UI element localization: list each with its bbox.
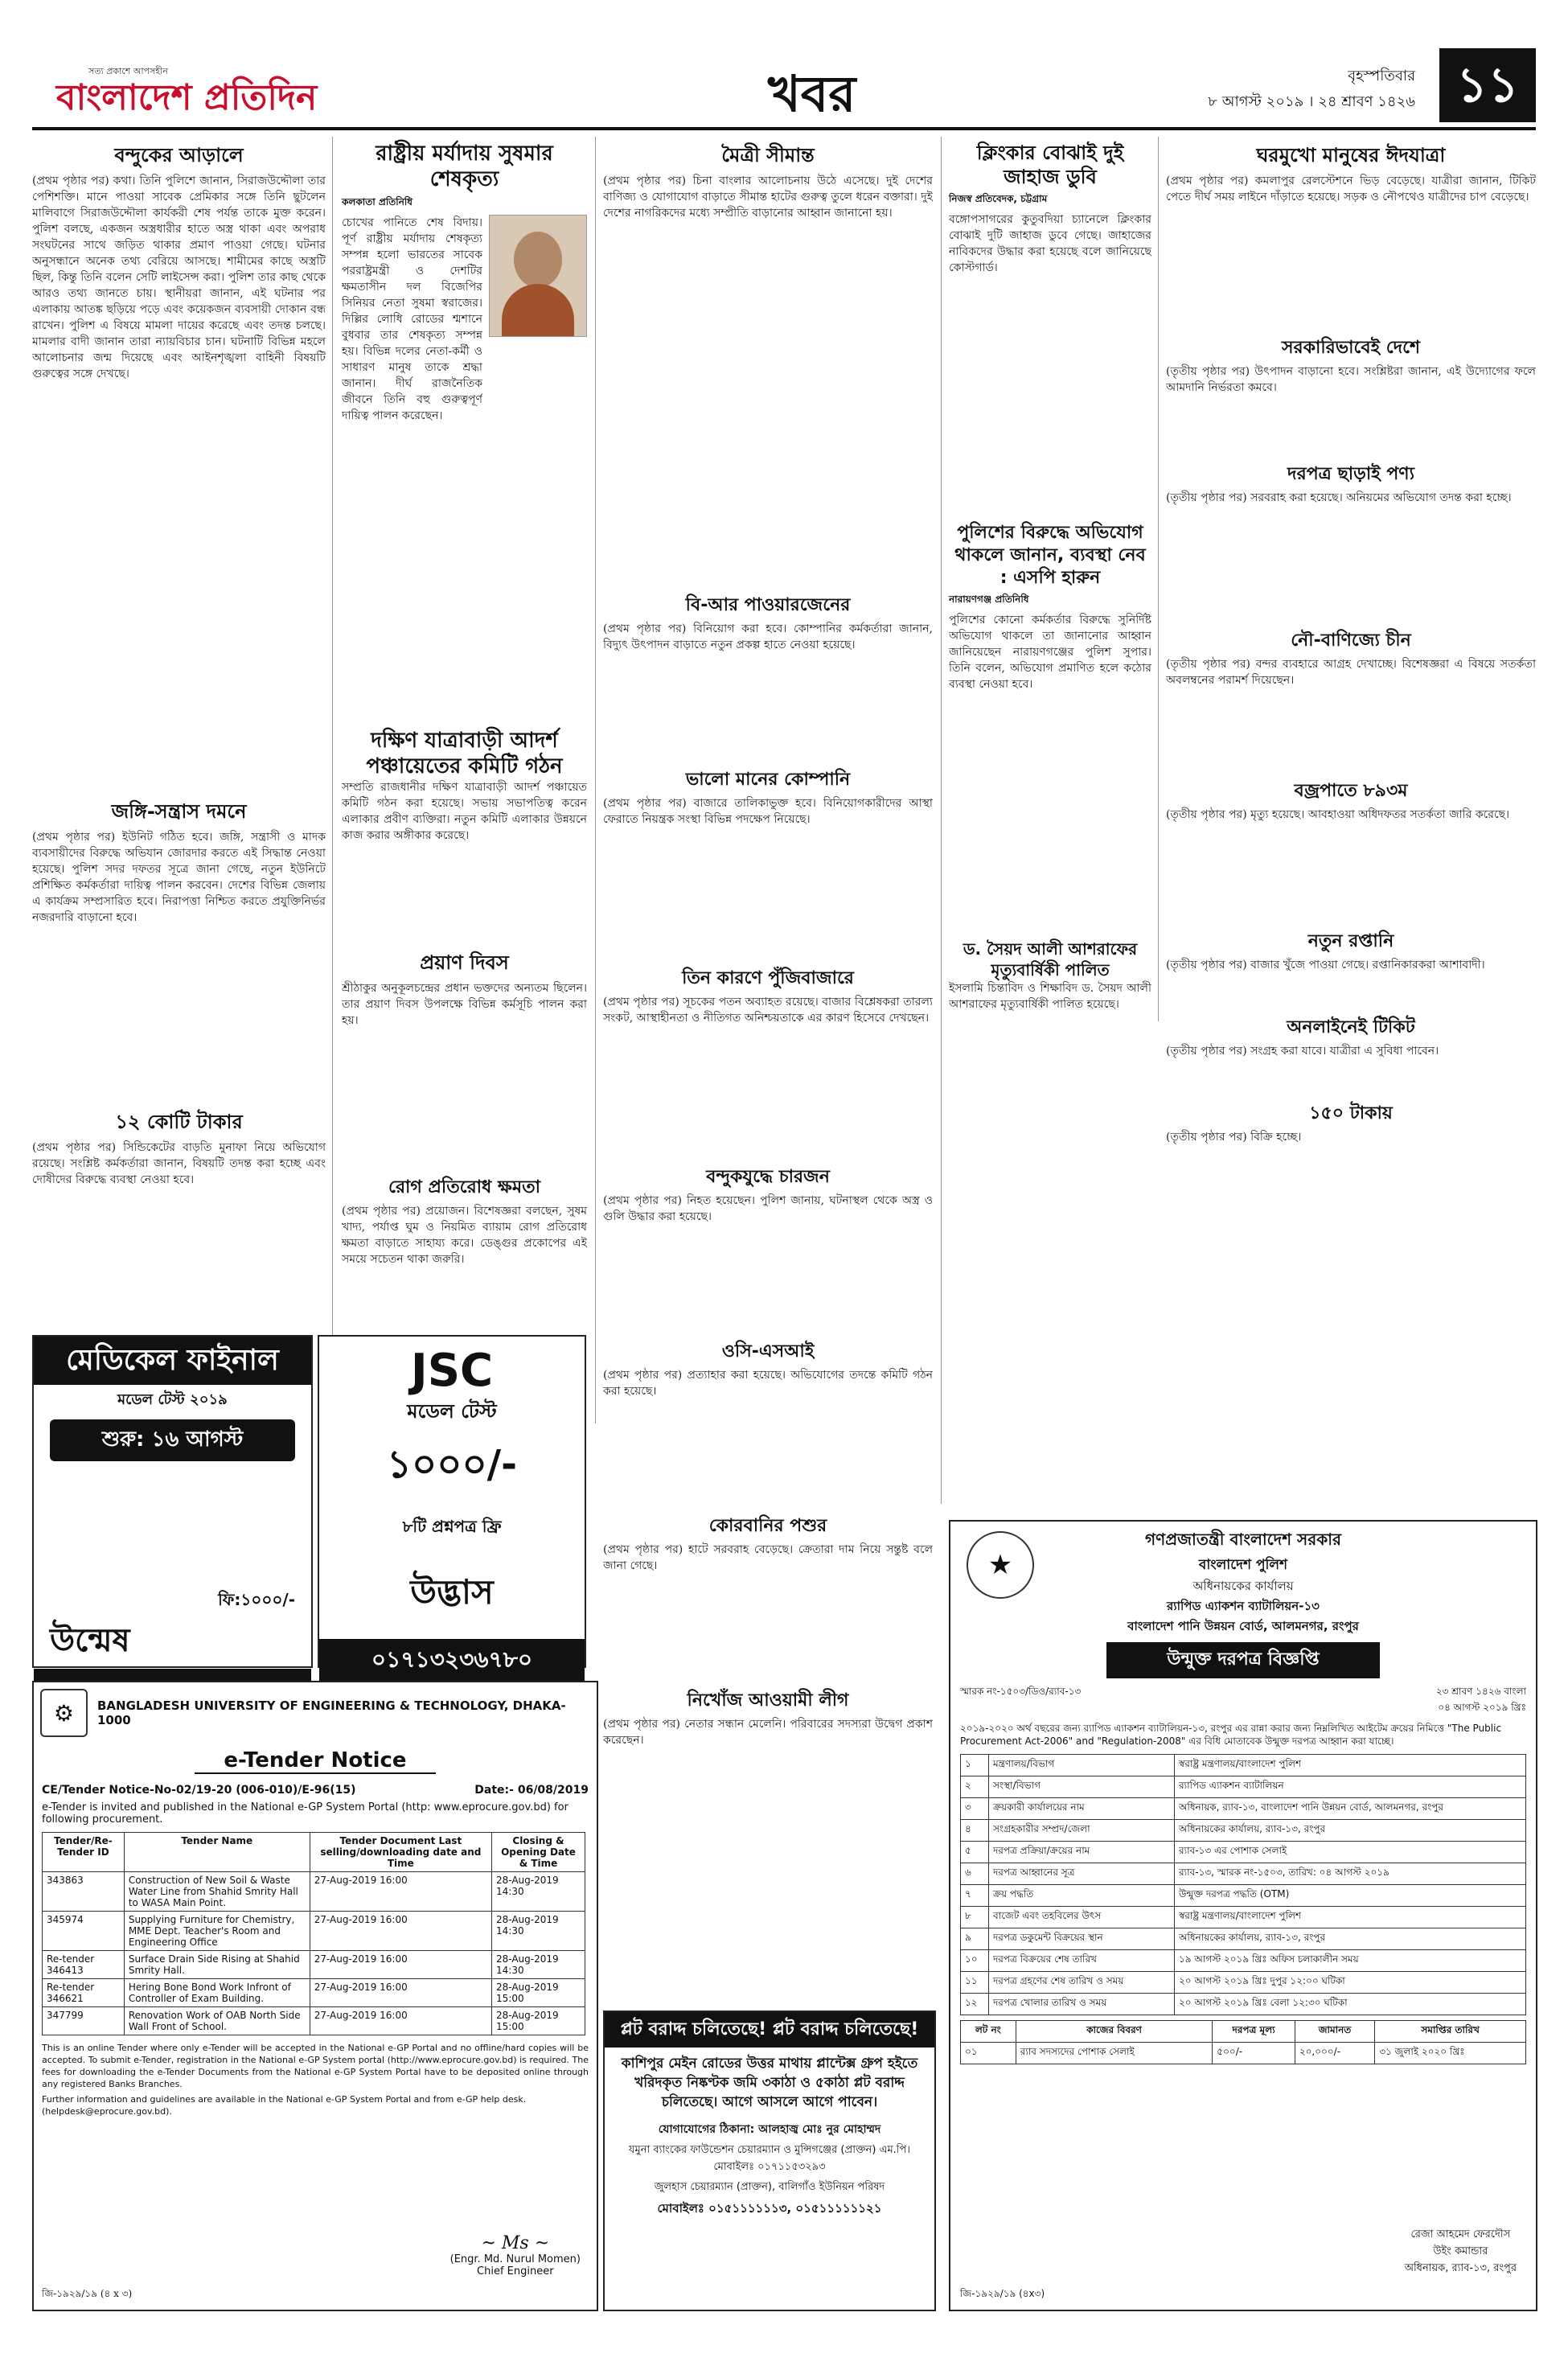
cell: 343863 [43, 1872, 125, 1912]
cell: ১২ [961, 1994, 989, 2015]
cell: Hering Bone Bond Work Infront of Controller of Exam Building. [124, 1979, 310, 2007]
article-bondhuker-arale [32, 141, 326, 1220]
page-weekday: বৃহস্পতিবার [1348, 68, 1415, 84]
ad-fee: ফি:১০০০/- [218, 1590, 295, 1609]
cell: ০১ [961, 2043, 1016, 2064]
date-bangla: ২৩ শ্রাবণ ১৪২৬ বাংলা [1435, 1686, 1526, 1697]
table-header: জামানত [1295, 2021, 1374, 2043]
cell: Re-tender 346621 [43, 1979, 125, 2007]
table-row [43, 2007, 585, 2035]
cell: ক্রয় পদ্ধতি [989, 1885, 1175, 1907]
tender-intro: ২০১৯-২০২০ অর্থ বছরের জন্য র‌্যাপিড এ্যাকশন ব্যাটালিয়ন-১৩, রংপুর এর রান্না করার জন্য নিম্নলিখিত আইটেম ক্রয়ের নিমিত্তে "The Public Procurement Act-2006" and "Regulation-2008" এর বিধি মোতাবেক উন্মুক্ত দরপত্র আহ্বান করা যাচ্ছে। [960, 1723, 1502, 1747]
article-body: বঙ্গোপসাগরের কুতুবদিয়া চ্যানেলে ক্লিংকার বোঝাই দুটি জাহাজ ডুবে গেছে। জাহাজের নাবিকদের উদ্ধার করা হয়েছে বলে জানিয়েছে কোস্টগার্ড। [949, 213, 1151, 274]
cell: দরপত্র আহ্বানের সূত্র [989, 1863, 1175, 1885]
jsc-model-test-ad [318, 1335, 586, 1673]
headline: ক্লিংকার বোঝাই দুই জাহাজ ডুবি [976, 142, 1124, 188]
cell: স্বরাষ্ট্র মন্ত্রণালয়/বাংলাদেশ পুলিশ [1175, 1755, 1526, 1776]
cell: ২০ আগস্ট ২০১৯ খ্রিঃ দুপুর ১২:০০ ঘটিকা [1175, 1972, 1526, 1994]
article-column-4 [949, 141, 1151, 1157]
cell: Re-tender 346413 [43, 1951, 125, 1979]
table-row [961, 1950, 1526, 1972]
cell: ৩১ জুলাই ২০২০ খ্রিঃ [1375, 2043, 1526, 2064]
cell: 347799 [43, 2007, 125, 2035]
headline: দরপত্র ছাড়াই পণ্য [1287, 464, 1414, 484]
article-body: (প্রথম পৃষ্ঠার পর) কমলাপুর রেলস্টেশনে ভিড় বেড়েছে। যাত্রীরা জানান, টিকিট পেতে দীর্ঘ সময় লাইনে দাঁড়াতে হয়েছে। সড়ক ও নৌপথেও যাত্রীদের চাপ বেড়েছে। [1166, 175, 1536, 203]
cell: র‌্যাব-১৩ এর পোশাক সেলাই [1175, 1842, 1526, 1863]
article-body: (প্রথম পৃষ্ঠার পর) হাটে সরবরাহ বেড়েছে। ক্রেতারা দাম নিয়ে সন্তুষ্ট বলে জানা গেছে। [603, 1543, 933, 1572]
article-column-3 [603, 141, 933, 1853]
table-row [961, 1755, 1526, 1776]
cell: 27-Aug-2019 16:00 [310, 1979, 491, 2007]
article-body: চোখের পানিতে শেষ বিদায়। পূর্ণ রাষ্ট্রীয় মর্যাদায় শেষকৃত্য সম্পন্ন হলো ভারতের সাবেক পররাষ্ট্রমন্ত্রী ও দেশটির ক্ষমতাসীন দল বিজেপির সিনিয়র নেতা সুষমা স্বরাজের। দিল্লির লোধি রোডের শ্মশানে বুধবার তার শেষকৃত্য সম্পন্ন হয়। বিভিন্ন দলের নেতা-কর্মী ও সাধারণ মানুষ তাকে শ্রদ্ধা জানান। দীর্ঘ রাজনৈতিক জীবনে তিনি বহু গুরুত্বপূর্ণ দায়িত্ব পালন করেছেন। [342, 216, 482, 422]
table-row [961, 1842, 1526, 1863]
headline: বি-আর পাওয়ারজেনের [685, 595, 851, 615]
tender-ref: CE/Tender Notice-No-02/19-20 (006-010)/E-96(15) [42, 1784, 356, 1797]
ad-start-date: শুরু: ১৬ আগস্ট [50, 1419, 295, 1461]
cell: দরপত্র খোলার তারিখ ও সময় [989, 1994, 1175, 2015]
cell: দরপত্র গ্রহণের শেষ তারিখ ও সময় [989, 1972, 1175, 1994]
cell: দরপত্র ডকুমেন্ট বিক্রয়ের স্থান [989, 1928, 1175, 1950]
article-body: (প্রথম পৃষ্ঠার পর) চিনা বাংলার আলোচনায় উঠে এসেছে। দুই দেশের বাণিজ্য ও যোগাযোগ বাড়াতে সীমান্ত হাটের গুরুত্ব তুলে ধরেন বক্তারা। দুই দেশের নাগরিকদের মধ্যে সম্প্রীতি বাড়ানোর আহ্বান জানানো হয়। [603, 175, 933, 220]
headline: নতুন রপ্তানি [1307, 931, 1394, 951]
article-body: (প্রথম পৃষ্ঠার পর) সূচকের পতন অব্যাহত রয়েছে। বাজার বিশ্লেষকরা তারল্য সংকট, আস্থাহীনতা ও নীতিগত অনিশ্চয়তাকে এর কারণ হিসেবে দেখছেন। [603, 996, 933, 1025]
signer-title: উইং কমান্ডার [1433, 2245, 1488, 2257]
signer-name: (Engr. Md. Nurul Momen) [449, 2253, 581, 2265]
cell: দরপত্র প্রক্রিয়া/ক্রয়ের নাম [989, 1842, 1175, 1863]
ad-brand: উদ্ভাস [410, 1572, 494, 1612]
table-header: Tender Document Last selling/downloading date and Time [310, 1833, 491, 1872]
article-body: (তৃতীয় পৃষ্ঠার পর) মৃত্যু হয়েছে। আবহাওয়া অধিদফতর সতর্কতা জারি করেছে। [1166, 808, 1510, 821]
headline: পুলিশের বিরুদ্ধে অভিযোগ থাকলে জানান, ব্যবস্থা নেব : এসপি হারুন [954, 523, 1146, 588]
table-row [43, 1951, 585, 1979]
signer-title: Chief Engineer [477, 2265, 554, 2277]
gov-name: গণপ্রজাতন্ত্রী বাংলাদেশ সরকার [1145, 1530, 1341, 1549]
table-header: লট নং [961, 2021, 1016, 2043]
ad-title: মেডিকেল ফাইনাল [34, 1337, 311, 1385]
masthead-tagline: সত্য প্রকাশে আপসহীন [88, 66, 168, 76]
cell: সংগ্রহকারীর সম্প্রদ/জেলা [989, 1820, 1175, 1842]
university-seal-icon: ⚙ [40, 1689, 88, 1737]
tender-footer-2: Further information and guidelines are available in the National e-GP System Portal and from e-GP help desk.(helpdesk@eprocure.gov.bd). [42, 2094, 527, 2117]
table-row [43, 1979, 585, 2007]
cell: ১০ [961, 1950, 989, 1972]
table-row [961, 1820, 1526, 1842]
headline: ভালো মানের কোম্পানি [685, 770, 851, 790]
cell: র‌্যাব সদস্যদের পোশাক সেলাই [1016, 2043, 1213, 2064]
headline: নিখোঁজ আওয়ামী লীগ [687, 1690, 849, 1711]
dept-name: বাংলাদেশ পুলিশ [1198, 1557, 1288, 1573]
table-row [961, 1885, 1526, 1907]
headline: মৈত্রী সীমান্ত [721, 144, 815, 166]
ad-code: জি-১৯২৯/১৯ (৪x৩) [960, 2288, 1045, 2299]
cell: ৮ [961, 1907, 989, 1928]
column-rule [595, 137, 596, 1423]
ad-subtitle: মডেল টেস্ট ২০১৯ [117, 1391, 228, 1408]
tender-table [42, 1832, 585, 2035]
office-address: বাংলাদেশ পানি উন্নয়ন বোর্ড, আলমনগর, রংপুর [1127, 1619, 1359, 1633]
ad-phone: ০১৭১৩২৩৬৭৮০ [319, 1639, 585, 1683]
ad-contact-2: যমুনা ব্যাংকের ফাউন্ডেশন চেয়ারম্যান ও মুন্সিগঞ্জের (প্রাক্তন) এম.পি। মোবাইলঃ ০১৭১১৫৩২৯৩ [628, 2144, 910, 2173]
column-rule [1158, 137, 1159, 1021]
headline: রোগ প্রতিরোধ ক্ষমতা [388, 1177, 540, 1197]
buet-etender-notice [32, 1681, 598, 2311]
cell: Surface Drain Side Rising at Shahid Smrity Hall. [124, 1951, 310, 1979]
cell: উন্মুক্ত দরপত্র পদ্ধতি (OTM) [1175, 1885, 1526, 1907]
cell: সংস্থা/বিভাগ [989, 1776, 1175, 1798]
cell: দরপত্র বিক্রয়ের শেষ তারিখ [989, 1950, 1175, 1972]
medical-model-test-ad [32, 1335, 313, 1668]
article-body: পুলিশের কোনো কর্মকর্তার বিরুদ্ধে সুনির্দিষ্ট অভিযোগ থাকলে তা জানানোর আহ্বান জানিয়েছেন নারায়ণগঞ্জের পুলিশ সুপার। তিনি বলেন, অভিযোগ প্রমাণিত হলে কঠোর ব্যবস্থা নেওয়া হবে। [949, 614, 1151, 691]
table-row [961, 1972, 1526, 1994]
cell: ১১ [961, 1972, 989, 1994]
battalion-name: র‌্যাপিড এ্যাকশন ব্যাটালিয়ন-১৩ [1167, 1599, 1320, 1613]
headline: বন্দুকের আড়ালে [114, 144, 244, 166]
article-body: (তৃতীয় পৃষ্ঠার পর) বাজার খুঁজে পাওয়া গেছে। রপ্তানিকারকরা আশাবাদী। [1166, 959, 1485, 971]
cell: ৭ [961, 1885, 989, 1907]
article-column-5 [1166, 141, 1536, 1185]
signer-office: অধিনায়ক, র‌্যাব-১৩, রংপুর [1404, 2262, 1517, 2274]
cell: ৫ [961, 1842, 989, 1863]
ad-contact: যোগাযোগের ঠিকানা: আলহাজ্ব মোঃ নুর মোহাম্মদ [658, 2123, 881, 2136]
cell: মন্ত্রণালয়/বিভাগ [989, 1755, 1175, 1776]
table-header: দরপত্র মূল্য [1213, 2021, 1295, 2043]
tender-items-table [960, 2020, 1526, 2064]
headline: কোরবানির পশুর [708, 1516, 827, 1536]
column-rule [332, 137, 333, 1343]
date-english: ০৪ আগস্ট ২০১৯ খ্রিঃ [1438, 1702, 1526, 1713]
cell: ১ [961, 1755, 989, 1776]
byline: কলকাতা প্রতিনিধি [342, 196, 413, 207]
article-body: (প্রথম পৃষ্ঠার পর) বিনিয়োগ করা হবে। কোম্পানির কর্মকর্তারা জানান, বিদ্যুৎ উৎপাদন বাড়াতে নতুন প্রকল্প হাতে নেওয়া হয়েছে। [603, 622, 933, 651]
headline: রাষ্ট্রীয় মর্যাদায় সুষমার শেষকৃত্য [376, 142, 553, 191]
tender-intro: e-Tender is invited and published in the National e-GP System Portal (http: www.eprocure.gov.bd) for following procurement. [42, 1801, 569, 1826]
cell: ৬ [961, 1863, 989, 1885]
police-emblem-icon: ★ [967, 1531, 1034, 1599]
ad-title: JSC [410, 1345, 494, 1397]
newspaper-logo: বাংলাদেশ প্রতিদিন [56, 77, 318, 118]
cell: 28-Aug-2019 14:30 [492, 1912, 585, 1951]
table-row [43, 1912, 585, 1951]
headline: প্রয়াণ দিবস [420, 951, 509, 974]
table-header: Tender/Re-Tender ID [43, 1833, 125, 1872]
cell: ৪ [961, 1820, 989, 1842]
table-row [43, 1872, 585, 1912]
cell: বাজেট এবং তহবিলের উৎস [989, 1907, 1175, 1928]
ad-price: ১০০০/- [386, 1442, 518, 1487]
article-body: (প্রথম পৃষ্ঠার পর) প্রত্যাহার করা হয়েছে। অভিযোগের তদন্তে কমিটি গঠন করা হয়েছে। [603, 1369, 933, 1398]
byline: নিজস্ব প্রতিবেদক, চট্টগ্রাম [949, 193, 1048, 204]
headline: ১২ কোটি টাকার [115, 1111, 243, 1133]
table-header: সমাপ্তির তারিখ [1375, 2021, 1526, 2043]
cell: ১৯ আগস্ট ২০১৯ খ্রিঃ অফিস চলাকালীন সময় [1175, 1950, 1526, 1972]
signer-name: রেজা আহমেদ ফেরদৌস [1410, 2228, 1511, 2241]
article-body: (প্রথম পৃষ্ঠার পর) নিহত হয়েছেন। পুলিশ জানায়, ঘটনাস্থল থেকে অস্ত্র ও গুলি উদ্ধার করা হয়েছে। [603, 1194, 933, 1223]
cell: 28-Aug-2019 15:00 [492, 2007, 585, 2035]
cell: স্বরাষ্ট্র মন্ত্রণালয়/বাংলাদেশ পুলিশ [1175, 1907, 1526, 1928]
headline: বজ্রপাতে ৮৯৩ম [1294, 781, 1408, 801]
article-body: (তৃতীয় পৃষ্ঠার পর) উৎপাদন বাড়ানো হবে। সংশ্লিষ্টরা জানান, এই উদ্যোগের ফলে আমদানি নির্ভরতা কমবে। [1166, 365, 1536, 394]
article-body: (প্রথম পৃষ্ঠার পর) কথা। তিনি পুলিশে জানান, সিরাজউদ্দৌলা তার পেশিশক্তি। মানে পাওয়া সাবেক প্রেমিকার সঙ্গে তিনি ছুটলেন মালিবাগে সিরাজউদ্দৌলা কার্যকরী শেষ পর্যন্ত তাকে মুক্ত করেন। পুলিশ বলছে, একজন অস্ত্রধারীর হাতে অস্ত্র থাকা এবং অপরাধ সংঘটনের সাথে জড়িত থাকার প্রমাণ পাওয়া গেছে। ঘটনার অনুসন্ধানে অনেক তথ্য বেরিয়ে আসছে। শামীমের কাছে অস্ত্রটি ছিল, কিন্তু তিনি বলেন সেটি লাইসেন্স করা। পুলিশ তার কাছ থেকে আরও তথ্য জানতে চায়। স্থানীয়রা জানান, এই ঘটনার পর এলাকায় আতঙ্ক ছড়িয়ে পড়ে এবং কয়েকজন ব্যবসায়ী দোকান বন্ধ রাখেন। পুলিশ এ বিষয়ে মামলা দায়ের করেছে এবং তদন্ত চলছে। মামলার বাদী জানান তারা ন্যায়বিচার চান। ঘটনাটি বিভিন্ন মহলে আলোচনার জন্ম দিয়েছে এবং আইনশৃঙ্খলা বাহিনী বিষয়টি গুরুত্বের সঙ্গে দেখছে। [32, 175, 326, 380]
headline: ড. সৈয়দ আলী আশরাফের মৃত্যুবার্ষিকী পালিত [963, 939, 1138, 980]
cell: 27-Aug-2019 16:00 [310, 1872, 491, 1912]
ad-contact-3: জুলহাস চেয়ারম্যান (প্রাক্তন), বালিগাঁও ইউনিয়ন পরিষদ [654, 2181, 885, 2193]
cell: ২০ আগস্ট ২০১৯ খ্রিঃ বেলা ১২:৩০ ঘটিকা [1175, 1994, 1526, 2015]
page-date: ৮ আগস্ট ২০১৯ । ২৪ শ্রাবণ ১৪২৬ [1208, 93, 1415, 110]
memo-number: স্মারক নং-১৫০৩/ডিও/র‌্যাব-১৩ [960, 1686, 1082, 1697]
cell: 27-Aug-2019 16:00 [310, 1912, 491, 1951]
cell: Supplying Furniture for Chemistry, MME Dept. Teacher's Room and Engineering Office [124, 1912, 310, 1951]
cell: ৯ [961, 1928, 989, 1950]
ad-headline: প্লট বরাদ্দ চলিতেছে! প্লট বরাদ্দ চলিতেছে! [605, 2012, 934, 2047]
headline: দক্ষিণ যাত্রাবাড়ী আদর্শ পঞ্চায়েতের কমিটি গঠন [366, 729, 563, 778]
ad-body: কাশিপুর মেইন রোডের উত্তর মাথায় প্লান্টেক্স গ্রুপ হইতে খরিদকৃত নিষ্কণ্টক জমি ৩কাঠা ও ৫কাঠা প্লট বরাদ্দ চলিতেছে। আগে আসলে আগে পাবেন। [621, 2056, 918, 2110]
article-body: (প্রথম পৃষ্ঠার পর) প্রয়োজন। বিশেষজ্ঞরা বলছেন, সুষম খাদ্য, পর্যাপ্ত ঘুম ও নিয়মিত ব্যায়াম রোগ প্রতিরোধ ক্ষমতা বাড়াতে সাহায্য করে। ডেঙ্গুর প্রকোপের এই সময়ে সচেতন থাকা জরুরি। [342, 1205, 587, 1266]
cell: Renovation Work of OAB North Side Wall Front of School. [124, 2007, 310, 2035]
cell: ২ [961, 1776, 989, 1798]
table-row [961, 2043, 1526, 2064]
cell: 27-Aug-2019 16:00 [310, 2007, 491, 2035]
cell: ২০,০০০/- [1295, 2043, 1374, 2064]
table-row [961, 1776, 1526, 1798]
cell: 27-Aug-2019 16:00 [310, 1951, 491, 1979]
cell: 345974 [43, 1912, 125, 1951]
headline: তিন কারণে পুঁজিবাজারে [682, 968, 854, 988]
cell: 28-Aug-2019 14:30 [492, 1872, 585, 1912]
cell: ৫০০/- [1213, 2043, 1295, 2064]
byline: নারায়ণগঞ্জ প্রতিনিধি [949, 594, 1029, 605]
table-header: Tender Name [124, 1833, 310, 1872]
tender-details-table [960, 1754, 1526, 2015]
table-header: Closing & Opening Date & Time [492, 1833, 585, 1872]
office-name: অধিনায়কের কার্যালয় [1192, 1579, 1294, 1593]
ad-contact-4: মোবাইলঃ ০১৫১১১১১১৩, ০১৫১১১১১১২১ [657, 2201, 882, 2216]
section-title: খবর [768, 64, 856, 123]
university-name: BANGLADESH UNIVERSITY OF ENGINEERING & TECHNOLOGY, DHAKA-1000 [96, 1698, 566, 1727]
headline: জঙ্গি-সন্ত্রাস দমনে [111, 800, 247, 823]
cell: ক্রয়কারী কার্যালয়ের নাম [989, 1798, 1175, 1820]
table-row [961, 1994, 1526, 2015]
article-body: (প্রথম পৃষ্ঠার পর) নেতার সন্ধান মেলেনি। পরিবারের সদস্যরা উদ্বেগ প্রকাশ করেছেন। [603, 1718, 933, 1747]
tender-title: উন্মুক্ত দরপত্র বিজ্ঞপ্তি [1106, 1642, 1380, 1678]
headline: বন্দুকযুদ্ধে চারজন [706, 1167, 830, 1187]
cell: 28-Aug-2019 15:00 [492, 1979, 585, 2007]
table-row [961, 1798, 1526, 1820]
article-body: (প্রথম পৃষ্ঠার পর) সিন্ডিকেটের বাড়তি মুনাফা নিয়ে অভিযোগ রয়েছে। সংশ্লিষ্ট কর্মকর্তারা জানান, বিষয়টি তদন্ত করা হচ্ছে এবং দোষীদের বিরুদ্ধে ব্যবস্থা নেওয়া হবে। [32, 1141, 326, 1186]
article-body: সম্প্রতি রাজধানীর দক্ষিণ যাত্রাবাড়ী আদর্শ পঞ্চায়েত কমিটি গঠন করা হয়েছে। সভায় সভাপতিত্ব করেন এলাকার প্রবীণ ব্যক্তিরা। নতুন কমিটি এলাকার উন্নয়নে কাজ করার অঙ্গীকার করেছে। [342, 781, 587, 842]
tender-title: e-Tender Notice [195, 1748, 436, 1774]
article-body: ইসলামি চিন্তাবিদ ও শিক্ষাবিদ ড. সৈয়দ আলী আশরাফের মৃত্যুবার্ষিকী পালিত হয়েছে। [949, 982, 1151, 1011]
ad-code: জি-১৯২৯/১৯ (৪ x ৩) [42, 2288, 133, 2299]
article-body: (তৃতীয় পৃষ্ঠার পর) সরবরাহ করা হয়েছে। অনিয়মের অভিযোগ তদন্ত করা হচ্ছে। [1166, 491, 1512, 504]
article-body: (তৃতীয় পৃষ্ঠার পর) বিক্রি হচ্ছে। [1166, 1131, 1302, 1144]
cell: অধিনায়কের কার্যালয়, র‌্যাব-১৩, রংপুর [1175, 1928, 1526, 1950]
headline: ঘরমুখো মানুষের ঈদযাত্রা [1256, 144, 1446, 166]
headline: ওসি-এসআই [721, 1341, 815, 1362]
article-body: (প্রথম পৃষ্ঠার পর) ইউনিট গঠিত হবে। জঙ্গি, সন্ত্রাসী ও মাদক ব্যবসায়ীদের বিরুদ্ধে অভিযান জোরদার করতে এই সিদ্ধান্ত নেওয়া হয়েছে। পুলিশ সদর দফতর সূত্রে জানা গেছে, নতুন ইউনিটে প্রশিক্ষিত কর্মকর্তারা দায়িত্ব পালন করবেন। দেশের বিভিন্ন জেলায় এ কার্যক্রম সম্প্রসারিত হবে। নিরাপত্তা নিশ্চিত করতে প্রযুক্তিনির্ভর নজরদারি বাড়ানো হবে। [32, 831, 326, 924]
sushma-photo [489, 215, 587, 337]
cell: অধিনায়কের কার্যালয়, র‌্যাব-১৩, রংপুর [1175, 1820, 1526, 1842]
masthead-divider [32, 127, 1536, 130]
article-body: শ্রীঠাকুর অনুকূলচন্দ্রের প্রধান ভক্তদের অন্যতম ছিলেন। তার প্রয়াণ দিবস উপলক্ষে বিভিন্ন কর্মসূচি পালন করা হয়। [342, 982, 587, 1027]
headline: নৌ-বাণিজ্যে চীন [1291, 630, 1411, 651]
table-row [961, 1928, 1526, 1950]
cell: Construction of New Soil & Waste Water Line from Shahid Smrity Hall to WASA Main Point. [124, 1872, 310, 1912]
column-rule [941, 137, 942, 1504]
tender-date: Date:- 06/08/2019 [474, 1784, 589, 1797]
cell: অধিনায়ক, র‌্যাব-১৩, বাংলাদেশ পানি উন্নয়ন বোর্ড, আলমনগর, রংপুর [1175, 1798, 1526, 1820]
headline: সরকারিভাবেই দেশে [1281, 338, 1421, 358]
article-body: (তৃতীয় পৃষ্ঠার পর) বন্দর ব্যবহারে আগ্রহ দেখাচ্ছে। বিশেষজ্ঞরা এ বিষয়ে সতর্কতা অবলম্বনের পরামর্শ দিয়েছেন। [1166, 658, 1536, 687]
ad-free-offer: ৮টি প্রশ্নপত্র ফ্রি [402, 1517, 502, 1536]
cell: ৩ [961, 1798, 989, 1820]
tender-footer: This is an online Tender where only e-Tender will be accepted in the National e-GP Portal and no offline/hard copies will be accepted. To submit e-Tender, registration in the National e-GP System portal (http://www.eprocure.gov.bd) is required. The fees for downloading the e-Tender Documents from the National e-GP System Portal have to be deposited online through any registered Banks Branches. [42, 2043, 589, 2089]
plot-allocation-ad [603, 2011, 936, 2311]
rab-tender-notice [949, 1520, 1537, 2311]
cell: র‌্যাব-১৩, স্মারক নং-১৫০৩, তারিখ: ০৪ আগস্ট ২০১৯ [1175, 1863, 1526, 1885]
cell: 28-Aug-2019 14:30 [492, 1951, 585, 1979]
page-number: ১১ [1439, 48, 1536, 122]
table-row [961, 1907, 1526, 1928]
article-body: (প্রথম পৃষ্ঠার পর) বাজারে তালিকাভুক্ত হবে। বিনিয়োগকারীদের আস্থা ফেরাতে নিয়ন্ত্রক সংস্থা বিভিন্ন পদক্ষেপ নিয়েছে। [603, 797, 933, 826]
article-body: (তৃতীয় পৃষ্ঠার পর) সংগ্রহ করা যাবে। যাত্রীরা এ সুবিধা পাবেন। [1166, 1045, 1439, 1058]
ad-subtitle: মডেল টেস্ট [407, 1400, 497, 1423]
signature: ~ Ms ~ [481, 2233, 550, 2253]
table-row [961, 1863, 1526, 1885]
cell: র‌্যাপিড এ্যাকশন ব্যাটালিয়ন [1175, 1776, 1526, 1798]
table-header: কাজের বিবরণ [1016, 2021, 1213, 2043]
headline: ১৫০ টাকায় [1309, 1103, 1393, 1123]
headline: অনলাইনেই টিকিট [1287, 1017, 1415, 1037]
ad-brand: উন্মেষ [50, 1622, 130, 1659]
